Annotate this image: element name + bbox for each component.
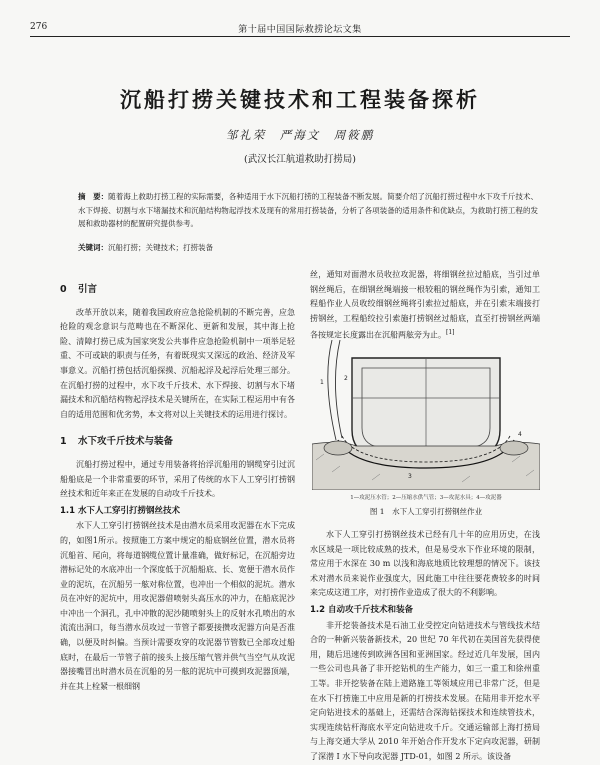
section-number: 1 (60, 436, 67, 448)
paragraph-intro: 改革开放以来，随着我国政府应急抢险机制的不断完善，应急抢险的观念意识与范畴也在不断深化、更新和发展，其中海上抢险、清障打捞已成为国家突发公共事件应急抢险机制中一项举足轻重、不可或缺的职责与任务，有着既现实又深远的政治、经济及军事意义。沉船打捞包括沉船探摸、沉船起浮及起浮后处理三部分。在沉船打捞的过程中，水下攻千斤技术、水下焊接、切割与水下堵漏技术和沉船结构物起浮技术是关键所在，在实际工程运用中有各自的适用范围和优劣势，本文将对以上关键技术的运用进行探讨。 (60, 307, 295, 419)
abstract-text: 随着海上救助打捞工程的实际需要，各种适用于水下沉船打捞的工程装备不断发展。简要介绍了沉船打捞过程中水下攻千斤技术、水下焊接、切割与水下堵漏技术和沉船结构物起浮技术及现有的常用打捞装备，分析了各项装备的适用条件和优缺点，为救助打捞工程的发展和救助器材的配置研究提供参考。 (78, 192, 539, 228)
svg-text:4: 4 (518, 431, 522, 438)
keywords (78, 241, 538, 254)
svg-text:3: 3 (408, 473, 412, 480)
right-column-top (310, 268, 540, 344)
svg-text:1: 1 (320, 379, 324, 386)
abstract (78, 190, 538, 231)
figure-1-legend: 1—攻泥压水管；2—压缩水供气管；3—攻泥水具；4—攻泥器 (350, 495, 502, 501)
figure-1 (312, 340, 540, 516)
keywords-text: 沉船打捞；关键技术；打捞装备 (108, 243, 213, 252)
figure-1-illustration (312, 340, 540, 490)
section-title: 水下攻千斤技术与装备 (78, 436, 174, 448)
paragraph-continued (310, 268, 540, 344)
running-header (30, 20, 570, 37)
subsection-number: 1.1 (60, 505, 76, 516)
paragraph-section-1: 沉船打捞过程中，通过专用装备将抬浮沉船用的钢缆穿引过沉船船底是一个非常重要的环节，采用了传统的水下人工穿引打捞钢丝技术和近年来正在发展的自动攻千斤技术。 (60, 459, 295, 499)
section-heading-1 (60, 435, 295, 450)
paper-title: 沉船打捞关键技术和工程装备探析 (120, 88, 480, 112)
section-title: 引言 (78, 284, 98, 295)
paragraph-subsection-1-1: 水下人工穿引打捞钢丝技术是由潜水员采用攻泥器在水下完成的，如图1所示。按照施工方案中规定的船底钢丝位置，潜水员将沉船首、尾向，将每道钢缆位置计量准确，做好标记，在沉船旁边潜标记处的水底冲出一个深度低于沉船船底、长、宽便于潜水员作业的泥坑，在沉船另一舷对称位置，也冲出一个相似的泥坑。潜水员在冲好的泥坑中，用攻泥器借喷射头高压水的冲力，在船底泥沙中冲出一个洞孔，孔中冲散的泥沙随喷射头上的反射水孔喷出的水流流出洞口，每当潜水员攻过一节管子都要接攒攻泥器方向是否准确，以便及时纠偏。当预计需要攻穿的攻泥器节管数已全部攻过船底时，在最后一节管子前的接头上接压缩气管并供气当空气从攻泥器接嘴冒出时潜水员在沉船的另一舷的泥坑中可摸到攻泥器顶端，并在其上栓紧一根细钢 (60, 521, 295, 691)
subsection-heading-1-2 (310, 603, 540, 618)
page-number: 276 (30, 22, 48, 32)
reference-marker: [1] (446, 329, 455, 337)
paragraph-subsection-1-2: 非开挖装备技术是石油工业受控定向钻进技术与管线技术结合的一种新兴装备新技术，20 世纪 70 年代初在美国首先获得使用，随后迅速传到欧洲各国和亚洲国家。经过近几年发展，国内一些公司也具备了非开挖钻机的生产能力，如三一重工和徐州重工等。非开挖装备在陆上道路施工等领域应用已非常广泛，但是在水下打捞施工中应用是新的打捞技术发展。在陆用非开挖水平定向钻进技术的基础上，还需结合深海钻探技术和连续管技术，实现连续钻杆海底水平定向钻进攻千斤。交通运输部上海打捞局与上海交通大学从 2010 年开始合作开发水下定向攻泥器，研制了深潜 I 水下导向攻泥器 JTD-01，如图 2 所示。该设备 (310, 620, 540, 761)
left-column (60, 270, 295, 694)
section-number: 0 (60, 284, 67, 295)
subsection-heading-1-1 (60, 504, 295, 519)
abstract-label: 摘 要： (78, 192, 109, 201)
paragraph-after-figure: 水下人工穿引打捞钢丝技术已经有几十年的应用历史，在浅水区域是一项比较成熟的技术，但是易受水下作业环境的限制，常应用于水深在 30 m 以浅和海底地质比较理想的情况下。该技术对潜水员来说作业强度大，因此施工中往往要花费较多的时间来完成这道工序，对打捞作业造成了很大的不利影响。 (310, 530, 540, 598)
subsection-number: 1.2 (310, 604, 326, 615)
section-heading-intro (60, 283, 295, 298)
subsection-title: 水下人工穿引打捞钢丝技术 (78, 505, 181, 516)
affiliation: (武汉长江航道救助打捞局) (244, 154, 356, 165)
subsection-title: 自动攻千斤技术和装备 (328, 604, 414, 615)
svg-text:2: 2 (344, 375, 348, 382)
proceedings-title: 第十届中国国际救捞论坛文集 (238, 25, 362, 35)
right-column-bottom (310, 528, 540, 765)
author-list: 邹礼荣 严海文 周筱鹏 (225, 128, 375, 142)
figure-1-caption: 图 1 水下人工穿引打捞钢丝作业 (369, 507, 483, 516)
paragraph-continued-text: 丝，通知对面潜水员收拉攻泥器，将细钢丝拉过船底，当引过单钢丝绳后，在细钢丝绳端接一根较粗的钢丝绳作为引索，通知工程船作业人员收绞细钢丝绳将引索拉过船底，并在引索末端接打捞钢丝，工程船绞拉引索施打捞钢丝过船底，直至打捞钢丝两端各按规定长度露出在沉船两舷旁为止。 (310, 270, 540, 341)
keywords-label: 关键词： (78, 243, 108, 252)
